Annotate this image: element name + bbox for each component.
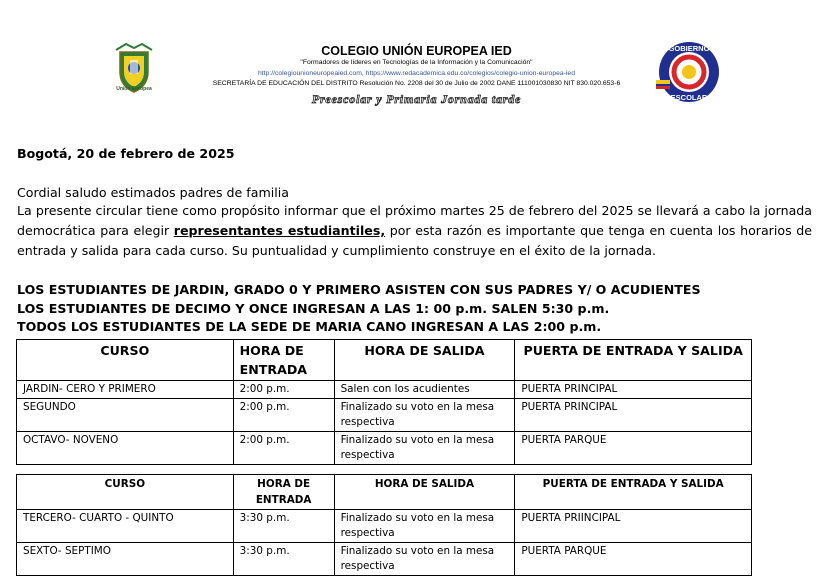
column-header-hora-entrada: HORA DE ENTRADA xyxy=(233,475,334,510)
column-header-puerta: PUERTA DE ENTRADA Y SALIDA xyxy=(515,475,752,510)
table-row xyxy=(17,399,752,432)
cell-hora-salida: Finalizado su voto en la mesa respectiva xyxy=(334,432,515,465)
cell-hora-entrada: 2:00 p.m. xyxy=(233,399,334,432)
column-header-curso: CURSO xyxy=(17,340,234,381)
cell-puerta: PUERTA PARQUE xyxy=(515,543,752,576)
cell-hora-entrada: 2:00 p.m. xyxy=(233,381,334,399)
column-header-curso: CURSO xyxy=(17,475,234,510)
paragraph-text-end: por esta razón es importante que tenga en cuenta los horarios de entrada y salida para cada curso. Su puntualidad y cumplimiento construye en el éxito de la jornada. xyxy=(17,223,812,258)
cell-hora-salida: Salen con los acudientes xyxy=(334,381,515,399)
column-header-hora-entrada: HORA DE ENTRADA xyxy=(233,340,334,381)
cell-curso: JARDIN- CERO Y PRIMERO xyxy=(17,381,234,399)
cell-puerta: PUERTA PRINCIPAL xyxy=(515,399,752,432)
table-row xyxy=(17,510,752,543)
cell-hora-salida: Finalizado su voto en la mesa respectiva xyxy=(334,510,515,543)
schedule-table-2 xyxy=(16,474,752,576)
note-line: LOS ESTUDIANTES DE DECIMO Y ONCE INGRESAN A LAS 1: 00 p.m. SALEN 5:30 p.m. xyxy=(17,300,610,316)
school-slogan: "Formadores de líderes en Tecnologías de la Información y la Comunicación" xyxy=(300,59,533,66)
column-header-puerta: PUERTA DE ENTRADA Y SALIDA xyxy=(515,340,752,381)
cell-curso: OCTAVO- NOVENO xyxy=(17,432,234,465)
cell-curso: SEXTO- SEPTIMO xyxy=(17,543,234,576)
note-line: TODOS LOS ESTUDIANTES DE LA SEDE DE MARIA CANO INGRESAN A LAS 2:00 p.m. xyxy=(17,319,602,334)
table-row xyxy=(17,543,752,576)
letter-paragraph xyxy=(17,201,812,261)
seal-top-text: GOBIERNO xyxy=(668,44,710,53)
cell-hora-salida: Finalizado su voto en la mesa respectiva xyxy=(334,543,515,576)
cell-hora-entrada: 3:30 p.m. xyxy=(233,510,334,543)
table-header-row xyxy=(17,340,752,381)
letter-date: Bogotá, 20 de febrero de 2025 xyxy=(17,146,235,161)
cell-hora-salida: Finalizado su voto en la mesa respectiva xyxy=(334,399,515,432)
important-notes xyxy=(17,281,817,337)
schedule-table-1 xyxy=(16,339,752,465)
cell-hora-entrada: 2:00 p.m. xyxy=(233,432,334,465)
cell-puerta: PUERTA PARQUE xyxy=(515,432,752,465)
paragraph-emphasis: representantes estudiantiles, xyxy=(173,223,386,238)
cell-curso: TERCERO- CUARTO - QUINTO xyxy=(17,510,234,543)
cell-puerta: PUERTA PRINCIPAL xyxy=(515,381,752,399)
seal-bottom-text: ESCOLAR xyxy=(670,93,708,102)
school-name: COLEGIO UNIÓN EUROPEA IED xyxy=(321,44,512,58)
crest-caption: Unión Europea xyxy=(116,86,152,92)
school-urls: http://colegiounioneuropeaied.com, https://www.redacademica.edu.co/colegios/colegio-union-europea-ied xyxy=(257,70,575,77)
column-header-hora-salida: HORA DE SALIDA xyxy=(334,475,515,510)
gobierno-escolar-logo xyxy=(648,40,730,104)
paragraph-text-start: La presente circular tiene como propósito informar que el próximo martes 25 de febrero del 2025 se llevará a cabo la jornada democrática para elegir xyxy=(17,203,812,238)
school-registration: SECRETARÍA DE EDUCACIÓN DEL DISTRITO Resolución No. 2208 del 30 de Julio de 2002 DANE 111001030830 NIT 830.020.653-6 xyxy=(212,80,621,87)
letter-greeting: Cordial saludo estimados padres de familia xyxy=(17,185,289,200)
column-header-hora-salida: HORA DE SALIDA xyxy=(334,340,515,381)
table-row xyxy=(17,381,752,399)
cell-curso: SEGUNDO xyxy=(17,399,234,432)
table-header-row xyxy=(17,475,752,510)
school-section-motto: Preescolar y Primaria Jornada tarde xyxy=(311,92,522,106)
table-row xyxy=(17,432,752,465)
cell-hora-entrada: 3:30 p.m. xyxy=(233,543,334,576)
cell-puerta: PUERTA PRIINCIPAL xyxy=(515,510,752,543)
note-line: LOS ESTUDIANTES DE JARDIN, GRADO 0 Y PRIMERO ASISTEN CON SUS PADRES Y/ O ACUDIENTES xyxy=(17,282,701,297)
